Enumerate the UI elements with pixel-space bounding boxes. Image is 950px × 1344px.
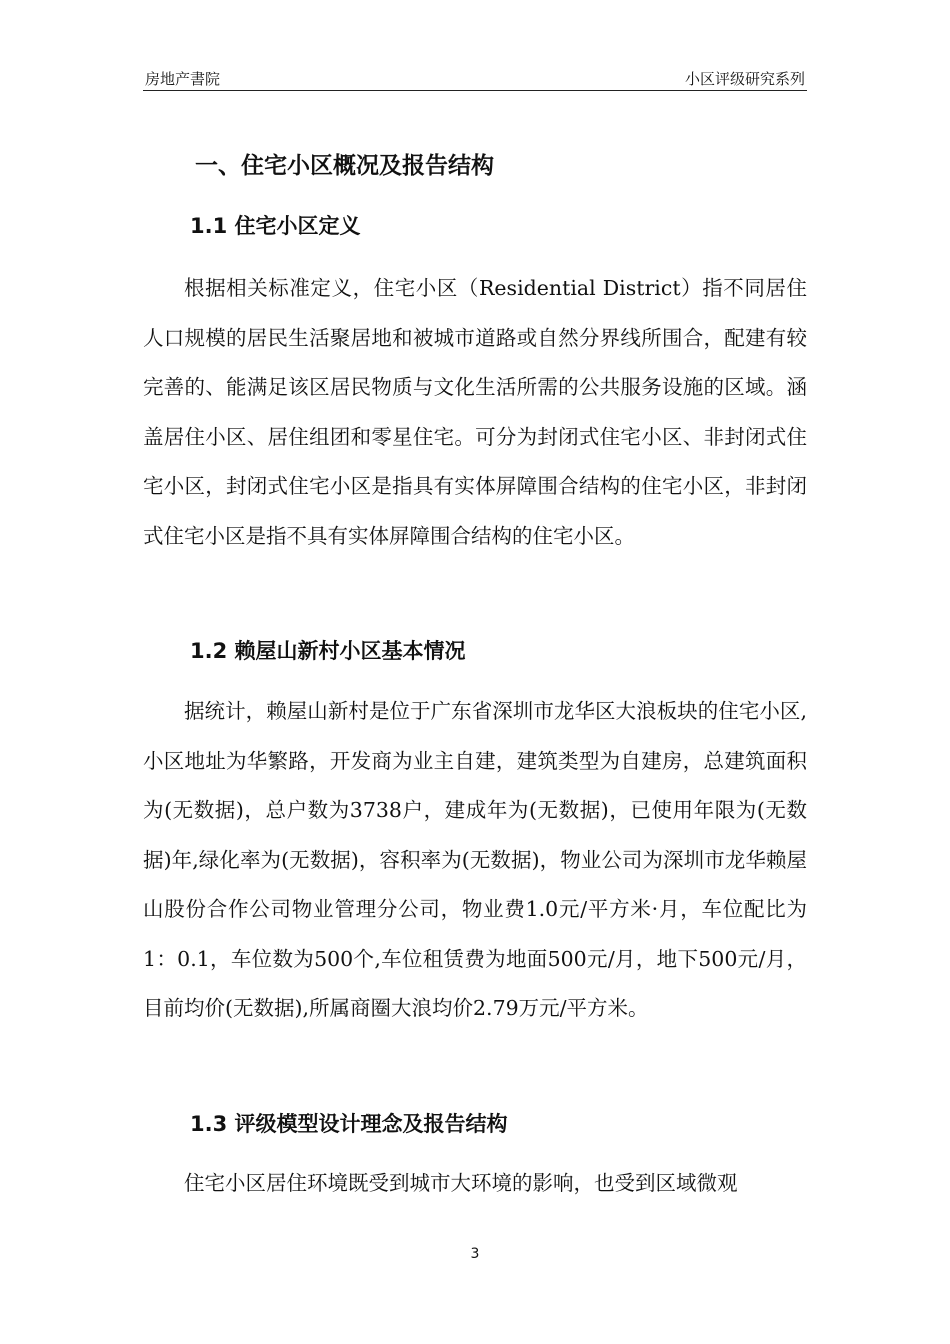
section-title: 一、住宅小区概况及报告结构 (195, 153, 494, 179)
paragraph-definition: 根据相关标准定义，住宅小区（Residential District）指不同居住人口规模的居民生活聚居地和被城市道路或自然分界线所围合，配建有较完善的、能满足该区居民物质与文化生活所需的公共服务设施的区域。涵盖居住小区、居住组团和零星住宅。可分为封闭式住宅小区、非封闭式住宅小区，封闭式住宅小区是指具有实体屏障围合结构的住宅小区，非封闭式住宅小区是指不具有实体屏障围合结构的住宅小区。 (143, 276, 807, 548)
header-publisher: 房地产書院 (145, 70, 221, 88)
subsection-heading-1-1: 1.1 住宅小区定义 (190, 214, 361, 238)
header-series: 小区评级研究系列 (684, 70, 805, 88)
subsection-heading-1-3: 1.3 评级模型设计理念及报告结构 (190, 1112, 508, 1136)
paragraph-model-design: 住宅小区居住环境既受到城市大环境的影响，也受到区域微观 (184, 1171, 738, 1195)
page-header (143, 62, 807, 91)
paragraph-basic-info: 据统计，赖屋山新村是位于广东省深圳市龙华区大浪板块的住宅小区,小区地址为华繁路，开发商为业主自建，建筑类型为自建房，总建筑面积为(无数据)，总户数为3738户，建成年为(无数据)，已使用年限为(无数据)年,绿化率为(无数据)，容积率为(无数据)，物业公司为深圳市龙华赖屋山股份合作公司物业管理分公司，物业费1.0元/平方米·月，车位配比为1：0.1，车位数为500个,车位租赁费为地面500元/月，地下500元/月，目前均价(无数据),所属商圈大浪均价2.79万元/平方米。 (143, 699, 807, 1020)
subsection-heading-1-2: 1.2 赖屋山新村小区基本情况 (190, 639, 466, 663)
page-number: 3 (470, 1246, 480, 1262)
